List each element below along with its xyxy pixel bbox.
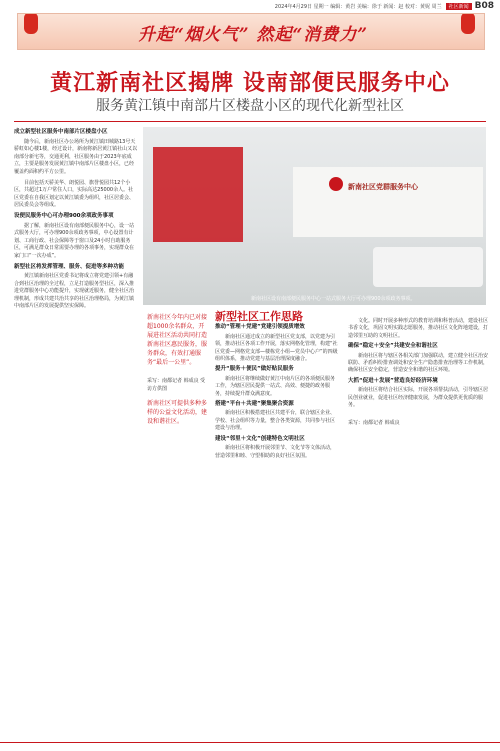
page-subheadline: 服务黄江镇中南部片区楼盘小区的现代化新型社区 (96, 98, 404, 114)
pull-quote-column (147, 313, 207, 426)
party-flag-wall (153, 147, 243, 242)
subheading: 推动“管理＋党建”党建引领提质增效 (215, 324, 305, 331)
center-sign: 新南社区党群服务中心 (348, 183, 418, 191)
column-right (348, 318, 488, 427)
subheading: 搭建“平台＋共建”聚集聚合资源 (215, 401, 294, 408)
page-topbar (0, 0, 500, 12)
service-desk (373, 247, 483, 287)
paragraph: 文化。同时开展多种形式的教育培训和科普活动，建设社区书香文化，巩固文明实践志愿服务，推动社区文化阵地建设，打造邻里互助的文明社区。 (348, 318, 489, 339)
subheading: 提升“服务＋便民”做好贴民服务 (215, 366, 294, 373)
section-heading: 新型社区将发挥管理、服务、促进等多种功能 (14, 263, 125, 270)
service-hall-photo (143, 127, 486, 305)
reception-wall (293, 167, 483, 237)
pull-quote: 新南社区今年内已对接超1000余名群众，开展进社区活动共同打造新南社区惠民服务，服务群众，有效打通服务“最后一公里”。 (147, 314, 208, 366)
banner (17, 13, 485, 50)
emblem-icon (329, 177, 343, 191)
subheading: 确保“稳定＋安全”共建安全和谐社区 (348, 343, 438, 350)
lantern-icon (461, 13, 475, 34)
paragraph: 黄江镇新南社区党委书记将成立将党建引领+有融合到社区治理的全过程，立足打造服务型社区，深入推进党群服务中心功能提升，实现就近服务，健全社区治理机制，形成共建共治共享的社区治理格局，为黄江镇中南部片区的发展提供坚实保障。 (14, 273, 135, 310)
divider (14, 121, 486, 122)
byline: 采写：南都记者 韩成良 受访方供图 (147, 378, 206, 392)
section-heading: 设便民服务中心可办理900余项政务事项 (14, 212, 114, 219)
paragraph: 随今后，新南社区办公场所为黄江镇田城路13号天骄虹如心楼1楼，经过设计，新南将新居黄江镇社山又以南部分新宅等，交通更利，社区服务由于2023年底成立，主要是服务发展黄江镇中南部片区楼盘小区，已经覆盖约面积约平方公里。 (14, 138, 138, 175)
column-left (14, 127, 138, 314)
page-headline: 黄江新南社区揭牌 设南部便民服务中心 (50, 71, 450, 96)
banner-slogan: 升起“烟火气” 然起“消费力” (138, 25, 369, 45)
photo-caption: 新南社区设有南部便民服务中心一站式服务大厅可办理900余项政务事项。 (251, 296, 416, 302)
paragraph: 新南社区将与辖区各相关部门加强联动，建立健全社区治安联防、矛盾纠纷排查调处和安全生产隐患排查治理等工作机制，确保社区安全稳定，营造安全和谐的社区环境。 (348, 352, 489, 374)
paragraph: 新南社区将积极开展邻里节、文化节等文体活动，营造邻里和睦、守望相助的良好社区氛围。 (215, 445, 336, 459)
subheading: 建设“邻里＋文化”创建特色文明社区 (215, 435, 305, 442)
subheading: 大抓“促进＋发展”营造良好经济环境 (348, 377, 438, 384)
page-number: B08 (474, 1, 494, 11)
paragraph: 目前包括天骄美华、朗悦园、旗誉悦园共12个小区，共超过1万户常住人口，实际高达25000余人。社区党委在自我区划定以黄江镇委为组织，社区居委会、居民委员会等组成。 (14, 179, 135, 209)
paragraph: 新南社区将继续做好黄江中南片区的各项便民服务工作，为辖区居民提供一站式、高效、便捷的政务服务，持续提升群众满意度。 (215, 375, 336, 397)
pull-quote: 新南社区可提供多种多样的公益文化活动，建设和谐社区。 (147, 400, 208, 425)
section-tag: 社区新闻 (446, 3, 472, 10)
section-title: 新型社区工作思路 (215, 310, 303, 323)
column-middle (215, 310, 339, 463)
lantern-icon (24, 13, 38, 34)
paragraph: 新南社区通过成立的新型社区党支部，以党建为引领，推动社区各项工作开展，落实网格化管理，构建“社区党委—网格党支部—楼栋党小组—党员中心户”的四级组织体系，推动党建与基层治理深度融合。 (215, 333, 338, 363)
paragraph: 新南社区将结合社区实际，开展各项帮扶活动，引导辖区居民创业就业，促进社区经济健康发展，为群众提供更优质的服务。 (348, 387, 489, 409)
paragraph: 新南社区积极搭建社区共建平台，联合辖区企业、学校、社会组织等力量，整合各类资源，共同参与社区建设与治理。 (215, 410, 336, 432)
byline: 采写：南都记者 韩成良 (348, 420, 400, 427)
paragraph: 据了解，新南社区设有南部便民服务中心，设一站式服务大厅，可办理900余项政务事项，中心设置有计划、工商行政、社会保障等于窗口及24小时自助服务区，可满足群众日常需要办理的各项事务，实现群众在家门口“一次办成”。 (14, 222, 135, 259)
edition-meta: 2024年4月29日 星期一 编辑：黄岩 美编：徐于 新闻：赵 校对：黄妮 周兰 (274, 3, 442, 10)
section-heading: 成立新型社区服务中南部片区楼盘小区 (14, 129, 108, 135)
